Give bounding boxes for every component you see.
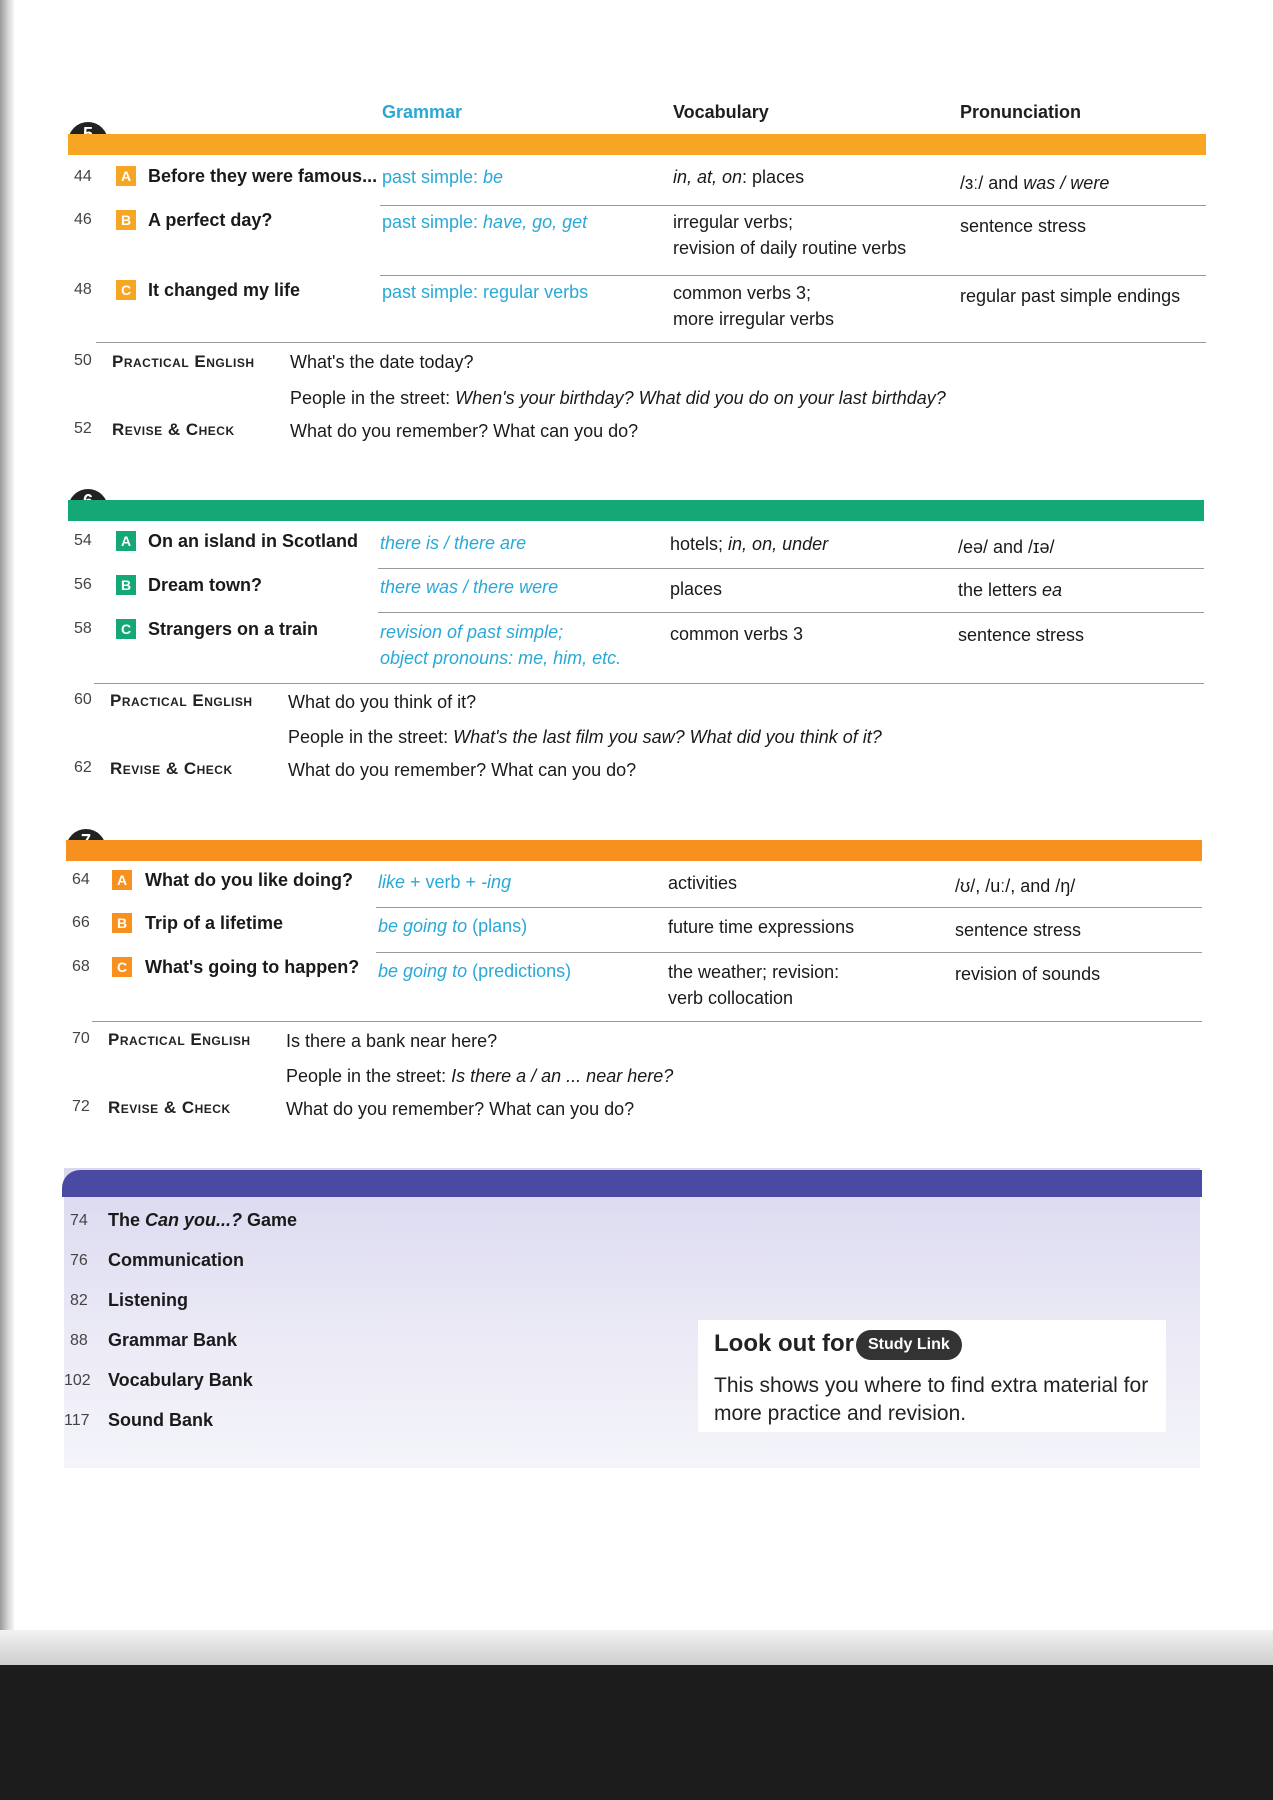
lesson-title[interactable]: A perfect day?	[148, 210, 273, 230]
scanner-background	[0, 1665, 1273, 1800]
lesson-grammar: be going to (predictions)	[378, 961, 572, 981]
lesson-pronunciation: /eə/ and /ɪə/	[958, 537, 1055, 557]
row-divider	[92, 1021, 1202, 1022]
lesson-letter-badge: C	[116, 619, 136, 639]
practical-english-title: What's the date today?	[290, 352, 474, 372]
lesson-grammar: revision of past simple; object pronouns: me, him, etc.	[380, 622, 622, 668]
lesson-vocabulary: common verbs 3; more irregular verbs	[673, 283, 835, 329]
practical-english-label[interactable]: Practical English	[110, 691, 253, 710]
page-spine-shadow	[0, 0, 14, 1665]
page-number: 48	[74, 281, 92, 298]
row-divider	[376, 952, 1202, 953]
page-number: 56	[74, 576, 92, 593]
lesson-letter-badge: B	[112, 913, 132, 933]
revise-check-text: What do you remember? What can you do?	[288, 760, 637, 780]
revise-check-text: What do you remember? What can you do?	[286, 1099, 635, 1119]
page-number: 44	[74, 168, 92, 185]
page-number: 60	[74, 691, 92, 708]
people-in-street: People in the street: Is there a / an ... near here?	[286, 1066, 674, 1086]
page-number: 64	[72, 871, 90, 888]
lesson-title[interactable]: On an island in Scotland	[148, 531, 359, 551]
page-number: 62	[74, 759, 92, 776]
unit-6-bar	[68, 500, 1204, 521]
back-section-grammar-bank[interactable]: Grammar Bank	[108, 1330, 238, 1350]
lesson-title[interactable]: It changed my life	[148, 280, 301, 300]
back-section-communication[interactable]: Communication	[108, 1250, 245, 1270]
practical-english-title: Is there a bank near here?	[286, 1031, 498, 1051]
back-section-vocabulary-bank[interactable]: Vocabulary Bank	[108, 1370, 253, 1390]
page-bottom-shadow	[0, 1630, 1273, 1665]
page-number: 66	[72, 914, 90, 931]
revise-check-text: What do you remember? What can you do?	[290, 421, 639, 441]
page-number: 74	[70, 1212, 88, 1229]
unit-7-bar	[66, 840, 1202, 861]
lesson-letter-badge: C	[116, 280, 136, 300]
lesson-title[interactable]: Strangers on a train	[148, 619, 319, 639]
lesson-title[interactable]: What do you like doing?	[145, 870, 353, 890]
page-number: 46	[74, 211, 92, 228]
page-number: 52	[74, 420, 92, 437]
lesson-pronunciation: revision of sounds	[955, 964, 1101, 984]
lesson-grammar: past simple: be	[382, 167, 504, 187]
look-out-for-box	[698, 1320, 1166, 1432]
page-number: 70	[72, 1030, 90, 1047]
lesson-title[interactable]: Dream town?	[148, 575, 263, 595]
revise-check-label[interactable]: Revise & Check	[112, 420, 235, 439]
page-number: 88	[70, 1332, 88, 1349]
lesson-grammar: there is / there are	[380, 533, 527, 553]
revise-check-label[interactable]: Revise & Check	[108, 1098, 231, 1117]
back-sections-bar	[62, 1170, 1202, 1197]
lesson-letter-badge: A	[116, 166, 136, 186]
row-divider	[380, 275, 1206, 276]
lesson-pronunciation: /ɜː/ and was / were	[960, 173, 1110, 193]
lesson-title[interactable]: Trip of a lifetime	[145, 913, 284, 933]
lesson-title[interactable]: Before they were famous...	[148, 166, 378, 186]
lesson-grammar: like + verb + -ing	[378, 872, 512, 892]
row-divider	[376, 907, 1202, 908]
lesson-letter-badge: A	[116, 531, 136, 551]
row-divider	[94, 683, 1204, 684]
practical-english-label[interactable]: Practical English	[108, 1030, 251, 1049]
people-in-street: People in the street: What's the last film you saw? What did you think of it?	[288, 727, 882, 747]
lesson-pronunciation: the letters ea	[958, 580, 1063, 600]
page-number: 50	[74, 352, 92, 369]
pronunciation-header: Pronunciation	[960, 102, 1081, 122]
row-divider	[378, 568, 1204, 569]
unit-5-bar	[68, 134, 1206, 155]
page-number: 102	[64, 1372, 91, 1389]
lesson-grammar: be going to (plans)	[378, 916, 528, 936]
back-section-can-you-game[interactable]: The Can you...? Game	[108, 1210, 298, 1230]
practical-english-title: What do you think of it?	[288, 692, 477, 712]
lesson-pronunciation: sentence stress	[955, 920, 1082, 940]
lesson-title[interactable]: What's going to happen?	[145, 957, 360, 977]
lesson-vocabulary: common verbs 3	[670, 624, 804, 644]
lesson-vocabulary: the weather; revision: verb collocation	[668, 962, 840, 1008]
lesson-pronunciation: sentence stress	[960, 216, 1087, 236]
page-number: 72	[72, 1098, 90, 1115]
study-link-badge: Study Link	[856, 1330, 962, 1360]
row-divider	[380, 205, 1206, 206]
lesson-vocabulary: irregular verbs; revision of daily routine verbs	[673, 212, 907, 258]
lesson-letter-badge: C	[112, 957, 132, 977]
page-number: 54	[74, 532, 92, 549]
grammar-header: Grammar	[382, 102, 463, 122]
row-divider	[96, 342, 1206, 343]
lesson-letter-badge: B	[116, 210, 136, 230]
page-number: 76	[70, 1252, 88, 1269]
lesson-pronunciation: sentence stress	[958, 625, 1085, 645]
lesson-grammar: there was / there were	[380, 577, 559, 597]
lesson-pronunciation: /ʊ/, /uː/, and /ŋ/	[955, 876, 1076, 896]
lesson-vocabulary: hotels; in, on, under	[670, 534, 829, 554]
lesson-vocabulary: future time expressions	[668, 917, 855, 937]
row-divider	[378, 612, 1204, 613]
lesson-grammar: past simple: have, go, get	[382, 212, 588, 232]
back-section-listening[interactable]: Listening	[108, 1290, 188, 1310]
lesson-vocabulary: activities	[668, 873, 738, 893]
look-out-for-title: Look out for	[714, 1330, 854, 1357]
lesson-vocabulary: in, at, on: places	[673, 167, 805, 187]
lesson-grammar: past simple: regular verbs	[382, 282, 589, 302]
revise-check-label[interactable]: Revise & Check	[110, 759, 233, 778]
page-number: 58	[74, 620, 92, 637]
back-section-sound-bank[interactable]: Sound Bank	[108, 1410, 214, 1430]
page-number: 68	[72, 958, 90, 975]
lesson-letter-badge: A	[112, 870, 132, 890]
vocabulary-header: Vocabulary	[673, 102, 769, 122]
people-in-street: People in the street: When's your birthday? What did you do on your last birthday?	[290, 388, 946, 408]
look-out-for-body: This shows you where to find extra material for more practice and revision.	[714, 1374, 1149, 1425]
lesson-pronunciation: regular past simple endings	[960, 286, 1181, 306]
page-number: 82	[70, 1292, 88, 1309]
lesson-letter-badge: B	[116, 575, 136, 595]
practical-english-label[interactable]: Practical English	[112, 352, 255, 371]
page-number: 117	[64, 1412, 90, 1429]
lesson-vocabulary: places	[670, 579, 723, 599]
